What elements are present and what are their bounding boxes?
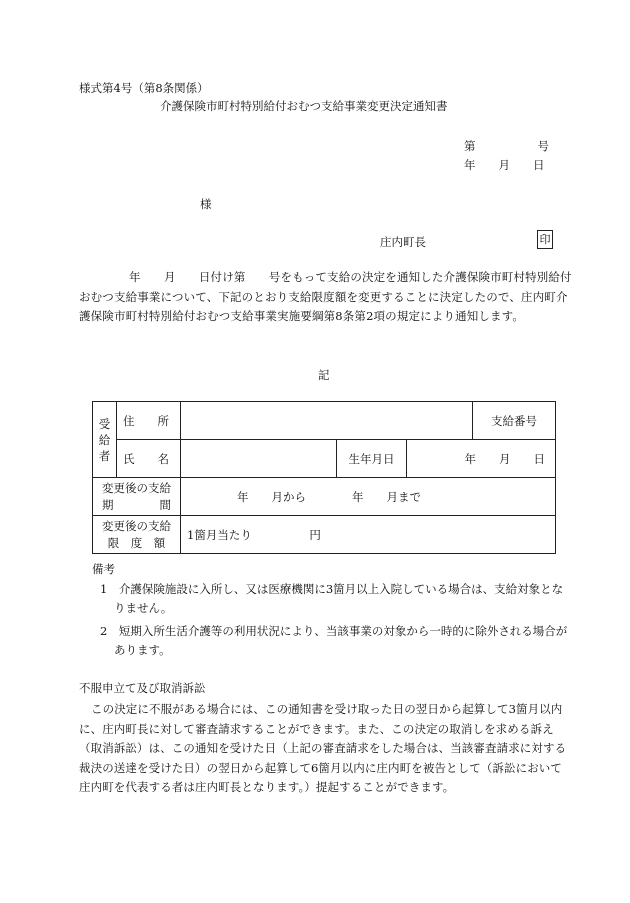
note-item: 2 短期入所生活介護等の利用状況により、当該事業の対象から一時的に除外される場合があります。 bbox=[100, 624, 568, 657]
details-table bbox=[92, 401, 556, 554]
addressee-suffix: 様 bbox=[200, 197, 212, 211]
appeal-heading: 不服申立て及び取消訴訟 bbox=[79, 681, 206, 695]
notes-title: 備考 bbox=[92, 562, 115, 576]
recipient-label: 受 給 者 bbox=[93, 402, 117, 478]
limit-label: 変更後の支給 限 度 額 bbox=[93, 516, 181, 554]
birth-value[interactable]: 年 月 日 bbox=[407, 440, 556, 478]
appeal-text: この決定に不服がある場合には、この通知書を受け取った日の翌日から起算して3箇月以内に、庄内町長に対して審査請求することができます。また、この決定の取消しを求める訴え（取消訴訟）は、この通知を受けた日（上記の審査請求をした場合は、当該審査請求に対する裁決の送達を受けた日）の翌日から起算して6箇月以内に庄内町を被告として（訴訟において庄内町を代表する者は庄内町長となります。）提起することができます。 bbox=[79, 702, 567, 794]
issue-date-line: 年 月 日 bbox=[464, 158, 545, 172]
ki-heading: 記 bbox=[318, 368, 330, 382]
number-label-left: 第 bbox=[464, 139, 476, 153]
document-number-line bbox=[464, 138, 549, 154]
name-label: 氏 名 bbox=[117, 440, 181, 478]
address-value[interactable] bbox=[181, 402, 473, 440]
form-number: 様式第4号（第8条関係） bbox=[79, 81, 209, 95]
seal-mark: 印 bbox=[537, 230, 553, 249]
document-title: 介護保険市町村特別給付おむつ支給事業変更決定通知書 bbox=[160, 99, 448, 113]
note-item: 1 介護保険施設に入所し、又は医療機関に3箇月以上入院している場合は、支給対象となりません。 bbox=[100, 582, 564, 615]
issuer-name: 庄内町長 bbox=[380, 235, 426, 249]
name-value[interactable] bbox=[181, 440, 337, 478]
birth-label: 生年月日 bbox=[337, 440, 407, 478]
number-label-right: 号 bbox=[537, 139, 549, 153]
number-label: 支給番号 bbox=[473, 402, 556, 440]
limit-value[interactable]: 1箇月当たり 円 bbox=[181, 516, 556, 554]
address-label: 住 所 bbox=[117, 402, 181, 440]
notice-body: 年 月 日付け第 号をもって支給の決定を通知した介護保険市町村特別給付おむつ支給事業について、下記のとおり支給限度額を変更することに決定したので、庄内町介護保険市町村特別給付おむつ支給事業実施要綱第8条第2項の規定により通知します。 bbox=[79, 270, 572, 323]
period-value[interactable]: 年 月から 年 月まで bbox=[181, 478, 556, 516]
period-label: 変更後の支給 期 間 bbox=[93, 478, 181, 516]
